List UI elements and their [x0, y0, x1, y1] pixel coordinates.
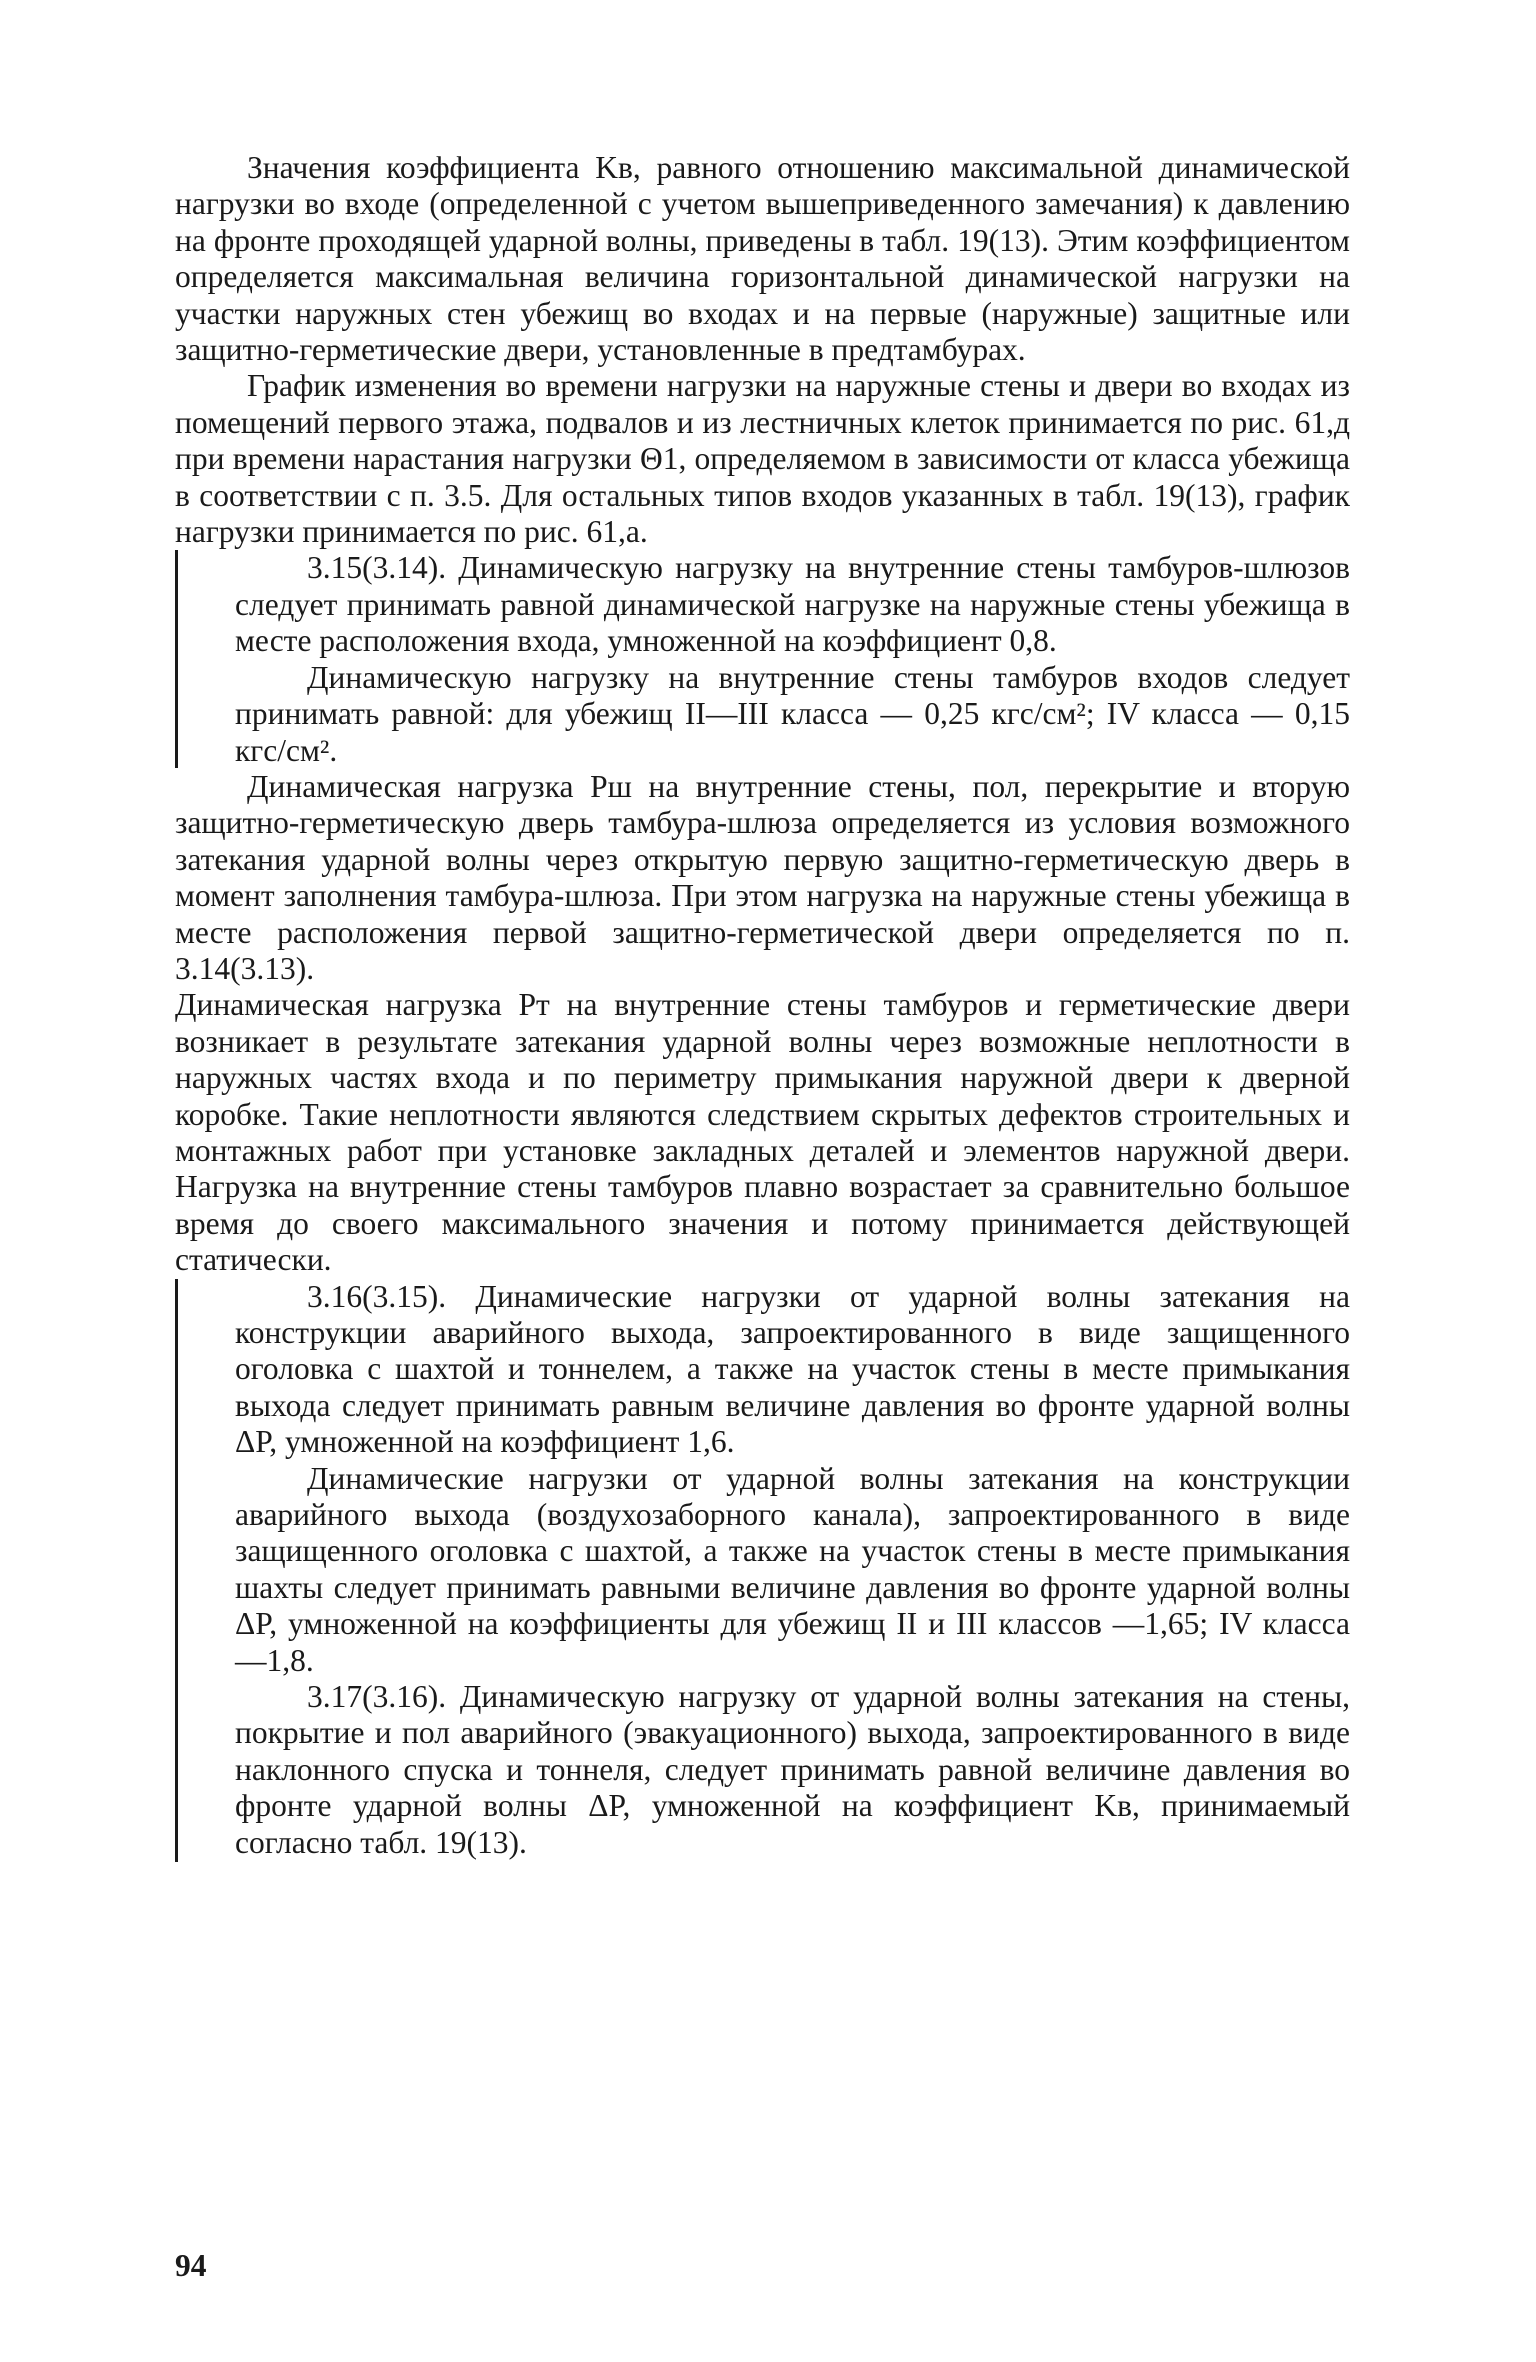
paragraph-airlock-load: Динамическая нагрузка Pш на внутренние стены, пол, перекрытие и вторую защитно-герметическую дверь тамбура-шлюза определяется из условия возможного затекания ударной волны через открытую первую защитно-герметическую дверь в момент заполнения тамбура-шлюза. При этом нагрузка на наружные стены убежища в месте расположения первой защитно-герметической двери определяется по п. 3.14(3.13).	[175, 768, 1350, 986]
paragraph-coefficient-kv: Значения коэффициента Kв, равного отношению максимальной динамической нагрузки во входе (определенной с учетом вышеприведенного замечания) к давлению на фронте проходящей ударной волны, приведены в табл. 19(13). Этим коэффициентом определяется максимальная величина горизонтальной динамической нагрузки на участки наружных стен убежищ во входах и на первые (наружные) защитные или защитно-герметические двери, установленные в предтамбурах.	[175, 150, 1350, 368]
paragraph-3-17: 3.17(3.16). Динамическую нагрузку от ударной волны затекания на стены, покрытие и пол аварийного (эвакуационного) выхода, запроектированного в виде наклонного спуска и тоннеля, следует принимать равной величине давления во фронте ударной волны ΔP, умноженной на коэффициент Kв, принимаемый согласно табл. 19(13).	[235, 1679, 1350, 1860]
marked-block-3-16	[175, 1279, 1350, 1862]
paragraph-leak-load: Динамическая нагрузка Pт на внутренние стены тамбуров и герметические двери возникает в результате затекания ударной волны через возможные неплотности в наружных частях входа и по периметру примыкания наружной двери к дверной коробке. Такие неплотности являются следствием скрытых дефектов строительных и монтажных работ при установке закладных деталей и элементов наружной двери. Нагрузка на внутренние стены тамбуров плавно возрастает за сравнительно большое время до своего максимального значения и потому принимается действующей статически.	[175, 987, 1350, 1278]
margin-change-bar	[175, 1279, 178, 1862]
paragraph-vestibule-load: Динамическую нагрузку на внутренние стены тамбуров входов следует принимать равной: для убежищ II—III класса — 0,25 кгс/см²; IV класса — 0,15 кгс/см².	[235, 659, 1350, 768]
margin-change-bar	[175, 550, 178, 768]
marked-block-3-15	[175, 550, 1350, 768]
document-page	[175, 150, 1350, 1861]
paragraph-emergency-exit-loads: Динамические нагрузки от ударной волны затекания на конструкции аварийного выхода (воздухозаборного канала), запроектированного в виде защищенного оголовка с шахтой, а также на участок стены в месте примыкания шахты следует принимать равными величине давления во фронте ударной волны ΔP, умноженной на коэффициенты для убежищ II и III классов —1,65; IV класса —1,8.	[235, 1460, 1350, 1678]
paragraph-3-15: 3.15(3.14). Динамическую нагрузку на внутренние стены тамбуров-шлюзов следует принимать равной динамической нагрузке на наружные стены убежища в месте расположения входа, умноженной на коэффициент 0,8.	[235, 550, 1350, 659]
paragraph-3-16: 3.16(3.15). Динамические нагрузки от ударной волны затекания на конструкции аварийного выхода, запроектированного в виде защищенного оголовка с шахтой и тоннелем, а также на участок стены в месте примыкания выхода следует принимать равным величине давления во фронте ударной волны ΔP, умноженной на коэффициент 1,6.	[235, 1278, 1350, 1460]
page-number: 94	[175, 2248, 207, 2283]
paragraph-load-graph: График изменения во времени нагрузки на наружные стены и двери во входах из помещений первого этажа, подвалов и из лестничных клеток принимается по рис. 61,д при времени нарастания нагрузки Θ1, определяемом в зависимости от класса убежища в соответствии с п. 3.5. Для остальных типов входов указанных в табл. 19(13), график нагрузки принимается по рис. 61,а.	[175, 368, 1350, 550]
